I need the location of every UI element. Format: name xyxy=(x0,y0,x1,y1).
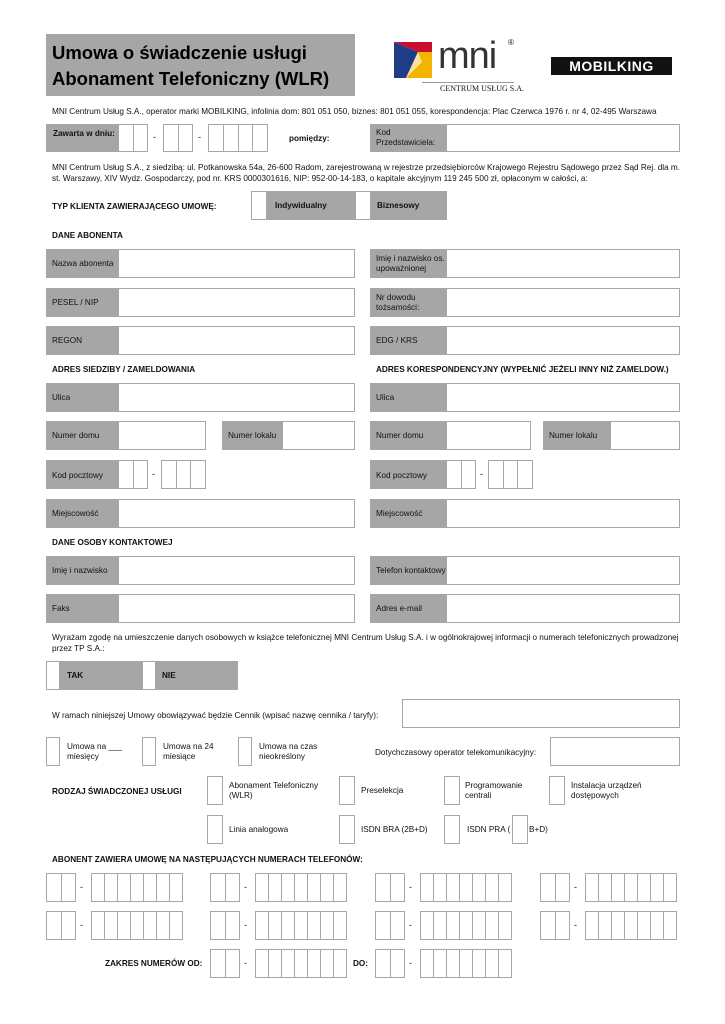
phone-2-dash: - xyxy=(244,882,247,892)
corr-street-field[interactable]: Ulica xyxy=(370,383,680,412)
phone-8-dash: - xyxy=(574,920,577,930)
phone-8-prefix[interactable] xyxy=(540,911,570,940)
service-programming-label: Programowanie centrali xyxy=(465,781,523,800)
term-indefinite-label: Umowa na czas nieokreślony xyxy=(259,742,318,761)
corr-postal-label: Kod pocztowy xyxy=(370,460,446,489)
numbers-section-title: ABONENT ZAWIERA UMOWĘ NA NASTĘPUJĄCYCH NUMERACH TELEFONÓW: xyxy=(52,855,363,864)
service-isdn-pra-checkbox[interactable] xyxy=(444,815,460,844)
mobilking-logo xyxy=(551,57,672,75)
phone-4-dash: - xyxy=(574,882,577,892)
subscriber-section-title: DANE ABONENTA xyxy=(52,231,123,240)
phone-5-dash: - xyxy=(80,920,83,930)
service-wlr-label: Abonament Telefoniczny (WLR) xyxy=(229,781,319,800)
service-isdn-bra-checkbox[interactable] xyxy=(339,815,355,844)
email-field[interactable]: Adres e-mail xyxy=(370,594,680,623)
service-preselection-label: Preselekcja xyxy=(361,786,404,795)
mni-logo-mark-icon xyxy=(392,40,438,82)
main-house-field[interactable]: Numer domu xyxy=(46,421,206,450)
phone-3-number[interactable] xyxy=(420,873,512,902)
corr-postal-prefix-field[interactable] xyxy=(446,460,476,489)
consent-text: Wyrażam zgodę na umieszczenie danych osobowych w książce telefonicznej MNI Centrum Usług S.A. i w ogólnokrajowej informacji o numerach telefonicznych prowadzonej przez TP S.A.: xyxy=(52,633,679,653)
phone-6-prefix[interactable] xyxy=(210,911,240,940)
phone-4-prefix[interactable] xyxy=(540,873,570,902)
corr-flat-field[interactable]: Numer lokalu xyxy=(543,421,680,450)
company-paragraph: MNI Centrum Usług S.A., z siedzibą: ul. Potkanowska 54a, 26-600 Radom, zarejestrowaną w rejestrze przedsiębiorców Krajowego Rejestru Sądowego przez Sąd Rej. dla m. st. Warszawy, XIV Wydz. Gospodarczy, pod nr. KRS 0000301616, NIP: 952-00-14-183, o kapitale akcyjnym 119 245 500 zł, opłaconym w całości, a: xyxy=(52,163,681,183)
pesel-nip-field[interactable]: PESEL / NIP xyxy=(46,288,355,317)
mobilking-logo-text: MOBILKING xyxy=(569,58,654,74)
service-isdn-pra-label: ISDN PRA ( xyxy=(467,825,511,834)
fax-field[interactable]: Faks xyxy=(46,594,355,623)
authorized-person-field[interactable]: Imię i nazwisko os. upoważnionej xyxy=(370,249,680,278)
contract-month-field[interactable] xyxy=(163,124,193,152)
main-postal-dash: - xyxy=(152,469,155,479)
consent-no-option: NIE xyxy=(156,661,238,690)
mni-logo-text: mni xyxy=(438,35,497,77)
individual-option: Indywidualny xyxy=(267,191,355,220)
registered-mark: ® xyxy=(508,38,514,47)
isdn-pra-channels-input[interactable] xyxy=(512,815,528,844)
phone-7-number[interactable] xyxy=(420,911,512,940)
contract-year-field[interactable] xyxy=(208,124,268,152)
phone-7-prefix[interactable] xyxy=(375,911,405,940)
regon-field[interactable]: REGON xyxy=(46,326,355,355)
service-analog-checkbox[interactable] xyxy=(207,815,223,844)
service-install-checkbox[interactable] xyxy=(549,776,565,805)
pricelist-label: W ramach niniejszej Umowy obowiązywać będzie Cennik (wpisać nazwę cennika / taryfy): xyxy=(52,711,379,720)
phone-8-number[interactable] xyxy=(585,911,677,940)
consent-yes-option: TAK xyxy=(60,661,142,690)
form-title-line2: Abonament Telefoniczny (WLR) xyxy=(52,68,330,89)
main-postal-suffix-field[interactable] xyxy=(161,460,206,489)
prev-operator-label: Dotychczasowy operator telekomunikacyjny: xyxy=(375,748,537,757)
main-flat-field[interactable]: Numer lokalu xyxy=(222,421,355,450)
consent-no-checkbox[interactable] xyxy=(142,661,156,690)
consent-yes-checkbox[interactable] xyxy=(46,661,60,690)
main-address-title: ADRES SIEDZIBY / ZAMELDOWANIA xyxy=(52,365,196,374)
phone-5-prefix[interactable] xyxy=(46,911,76,940)
phone-2-number[interactable] xyxy=(255,873,347,902)
range-to-number[interactable] xyxy=(420,949,512,978)
range-to-prefix[interactable] xyxy=(375,949,405,978)
rep-code-label: Kod Przedstawiciela: xyxy=(371,125,447,151)
service-install-label: Instalacja urządzeń dostępowych xyxy=(571,781,642,800)
date-dash-2: - xyxy=(198,132,201,142)
main-postal-prefix-field[interactable] xyxy=(118,460,148,489)
main-street-field[interactable]: Ulica xyxy=(46,383,355,412)
service-type-label: RODZAJ ŚWIADCZONEJ USŁUGI xyxy=(52,787,182,796)
service-isdn-bra-label: ISDN BRA (2B+D) xyxy=(361,825,428,834)
phone-1-dash: - xyxy=(80,882,83,892)
mni-logo xyxy=(392,35,525,98)
corr-postal-dash: - xyxy=(480,469,483,479)
phone-3-dash: - xyxy=(409,882,412,892)
range-from-dash: - xyxy=(244,958,247,968)
phone-2-prefix[interactable] xyxy=(210,873,240,902)
range-to-label: DO: xyxy=(353,959,369,968)
phone-6-number[interactable] xyxy=(255,911,347,940)
main-city-field[interactable]: Miejscowość xyxy=(46,499,355,528)
mni-logo-subtitle: CENTRUM USŁUG S.A. xyxy=(440,84,525,93)
form-title-box xyxy=(46,34,355,96)
corr-house-field[interactable]: Numer domu xyxy=(370,421,531,450)
phone-6-dash: - xyxy=(244,920,247,930)
contract-date-label-text: Zawarta w dniu: xyxy=(53,129,115,138)
main-postal-label: Kod pocztowy xyxy=(46,460,118,489)
service-wlr-checkbox[interactable] xyxy=(207,776,223,805)
term-24-label: Umowa na 24 miesiące xyxy=(163,742,214,761)
term-indefinite-checkbox[interactable] xyxy=(238,737,252,766)
service-analog-label: Linia analogowa xyxy=(229,825,289,834)
phone-5-number[interactable] xyxy=(91,911,183,940)
contact-name-field[interactable]: Imię i nazwisko xyxy=(46,556,355,585)
phone-3-prefix[interactable] xyxy=(375,873,405,902)
contact-section-title: DANE OSOBY KONTAKTOWEJ xyxy=(52,538,173,547)
phone-1-number[interactable] xyxy=(91,873,183,902)
mni-logo-underline xyxy=(422,82,514,83)
between-label: pomiędzy: xyxy=(289,134,330,143)
corr-address-title: ADRES KORESPONDENCYJNY (WYPEŁNIĆ JEŻELI INNY NIŻ ZAMELDOW.) xyxy=(376,365,669,374)
business-checkbox[interactable] xyxy=(355,191,371,220)
range-from-prefix[interactable] xyxy=(210,949,240,978)
pricelist-input[interactable] xyxy=(402,699,680,728)
service-isdn-pra-suffix: B+D) xyxy=(529,825,548,834)
phone-1-prefix[interactable] xyxy=(46,873,76,902)
phone-4-number[interactable] xyxy=(585,873,677,902)
rep-code-field[interactable] xyxy=(370,124,680,152)
service-preselection-checkbox[interactable] xyxy=(339,776,355,805)
term-months-label: Umowa na ___ miesięcy xyxy=(67,742,123,761)
contact-phone-field[interactable]: Telefon kontaktowy xyxy=(370,556,680,585)
id-number-field[interactable]: Nr dowodu tożsamości: xyxy=(370,288,680,317)
range-from-number[interactable] xyxy=(255,949,347,978)
term-months-checkbox[interactable] xyxy=(46,737,60,766)
prev-operator-input[interactable] xyxy=(550,737,680,766)
operator-info: MNI Centrum Usług S.A., operator marki MOBILKING, infolinia dom: 801 051 050, biznes: 801 051 055, korespondencja: Plac Czerwca 1976 r. nr 4, 02-495 Warszawa xyxy=(52,107,657,116)
date-dash-1: - xyxy=(153,132,156,142)
subscriber-name-field[interactable]: Nazwa abonenta xyxy=(46,249,355,278)
contract-date-label xyxy=(46,124,118,152)
service-programming-checkbox[interactable] xyxy=(444,776,460,805)
edg-krs-field[interactable]: EDG / KRS xyxy=(370,326,680,355)
range-from-label: ZAKRES NUMERÓW OD: xyxy=(105,959,203,968)
client-type-label: TYP KLIENTA ZAWIERAJĄCEGO UMOWĘ: xyxy=(52,202,217,211)
business-option: Biznesowy xyxy=(371,191,447,220)
corr-city-field[interactable]: Miejscowość xyxy=(370,499,680,528)
form-title-line1: Umowa o świadczenie usługi xyxy=(52,42,307,63)
range-to-dash: - xyxy=(409,958,412,968)
term-24-checkbox[interactable] xyxy=(142,737,156,766)
individual-checkbox[interactable] xyxy=(251,191,267,220)
corr-postal-suffix-field[interactable] xyxy=(488,460,533,489)
contract-day-field[interactable] xyxy=(118,124,148,152)
phone-7-dash: - xyxy=(409,920,412,930)
